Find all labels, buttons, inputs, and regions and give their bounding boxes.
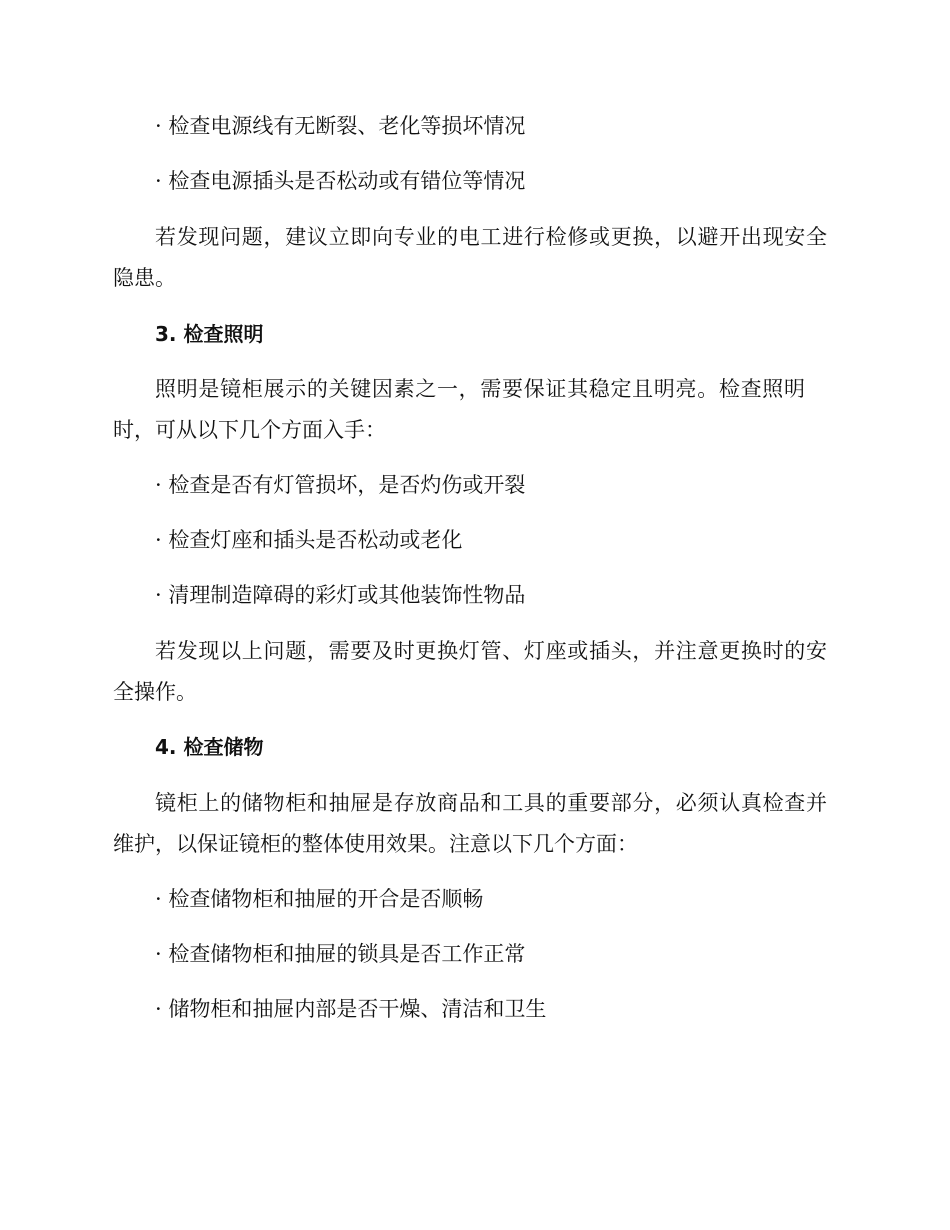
- lighting-conclusion-line-2: 全操作。: [113, 680, 197, 704]
- lighting-conclusion-line-1: 若发现以上问题，需要及时更换灯管、灯座或插头，并注意更换时的安: [155, 639, 827, 663]
- storage-bullet-3: · 储物柜和抽屉内部是否干燥、清洁和卫生: [155, 997, 547, 1021]
- lighting-intro-line-1: 照明是镜柜展示的关键因素之一，需要保证其稳定且明亮。检查照明: [155, 377, 805, 401]
- lighting-bullet-3: · 清理制造障碍的彩灯或其他装饰性物品: [155, 583, 526, 607]
- storage-bullet-1: · 检查储物柜和抽屉的开合是否顺畅: [155, 887, 484, 911]
- lighting-intro-line-2: 时，可从以下几个方面入手：: [113, 418, 386, 442]
- power-conclusion-line-1: 若发现问题，建议立即向专业的电工进行检修或更换，以避开出现安全: [155, 225, 827, 249]
- lighting-heading: 3. 检查照明: [155, 322, 264, 346]
- storage-intro-line-2: 维护，以保证镜柜的整体使用效果。注意以下几个方面：: [113, 832, 638, 856]
- storage-bullet-2: · 检查储物柜和抽屉的锁具是否工作正常: [155, 942, 526, 966]
- lighting-bullet-1: · 检查是否有灯管损坏，是否灼伤或开裂: [155, 473, 526, 497]
- storage-intro-line-1: 镜柜上的储物柜和抽屉是存放商品和工具的重要部分，必须认真检查并: [155, 791, 827, 815]
- lighting-bullet-2: · 检查灯座和插头是否松动或老化: [155, 528, 463, 552]
- power-conclusion-line-2: 隐患。: [113, 266, 176, 290]
- power-bullet-2: · 检查电源插头是否松动或有错位等情况: [155, 169, 526, 193]
- power-bullet-1: · 检查电源线有无断裂、老化等损坏情况: [155, 114, 526, 138]
- storage-heading: 4. 检查储物: [155, 735, 264, 759]
